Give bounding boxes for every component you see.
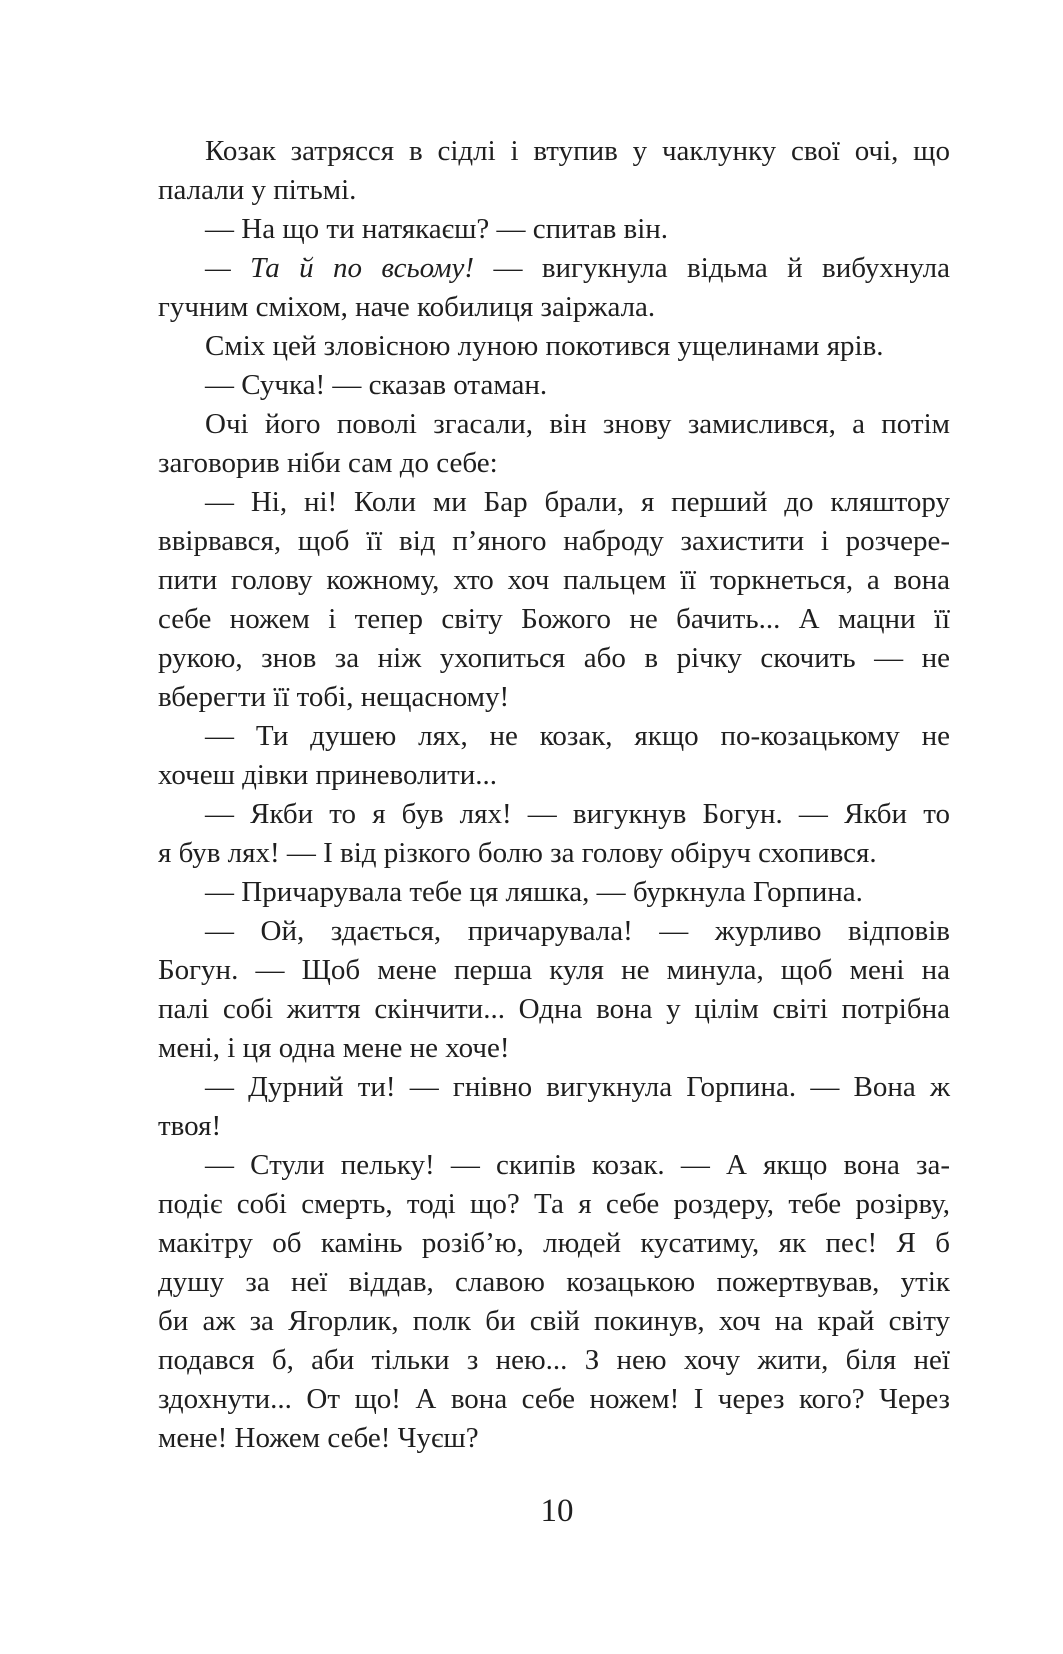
- text-segment: — вигукнула відьма й вибухнула: [493, 252, 950, 284]
- text-line: [158, 990, 950, 1029]
- text-line: [158, 951, 950, 990]
- text-line: [158, 405, 950, 444]
- text-line: [158, 288, 950, 327]
- text-segment: — Ти душею лях, не козак, якщо по-козацькому не: [205, 720, 950, 752]
- text-segment: пити голову кожному, хто хоч пальцем її торкнеться, а вона: [158, 564, 950, 596]
- text-line: [158, 678, 950, 717]
- text-line: [158, 600, 950, 639]
- text-segment: Козак затрясся в сідлі і втупив у чаклунку свої очі, що: [205, 135, 950, 167]
- text-segment: — На що ти натякаєш? — спитав він.: [205, 213, 669, 245]
- text-line: [158, 795, 950, 834]
- text-line: [158, 171, 950, 210]
- text-line: [158, 756, 950, 795]
- text-segment: ввірвався, щоб її від п’яного наброду захистити і розчере-: [158, 525, 950, 557]
- text-segment: мене! Ножем себе! Чуєш?: [158, 1422, 479, 1454]
- text-line: [158, 1380, 950, 1419]
- text-line: [158, 444, 950, 483]
- text-line: [158, 834, 950, 873]
- text-line: [158, 210, 950, 249]
- text-segment: — Якби то я був лях! — вигукнув Богун. — Якби то: [205, 798, 950, 830]
- text-segment: — Дурний ти! — гнівно вигукнула Горпина. — Вона ж: [205, 1071, 950, 1103]
- text-segment: гучним сміхом, наче кобилиця заіржала.: [158, 291, 656, 323]
- text-block: [158, 132, 950, 1458]
- text-segment: рукою, знов за ніж ухопиться або в річку скочить — не: [158, 642, 950, 674]
- text-line: [158, 561, 950, 600]
- text-segment: душу за неї віддав, славою козацькою пожертвував, утік: [158, 1266, 950, 1298]
- text-segment: Очі його поволі згасали, він знову замислився, а потім: [205, 408, 950, 440]
- text-segment: — Сучка! — сказав отаман.: [205, 369, 548, 401]
- text-line: [158, 639, 950, 678]
- text-segment: Сміх цей зловісною луною покотився ущелинами ярів.: [205, 330, 884, 362]
- italic-text-segment: — Та й по всьому!: [205, 252, 494, 284]
- text-line: [158, 1263, 950, 1302]
- text-line: [158, 717, 950, 756]
- text-segment: подався б, аби тільки з нею... З нею хочу жити, біля неї: [158, 1344, 950, 1376]
- text-segment: мені, і ця одна мене не хоче!: [158, 1032, 510, 1064]
- text-line: [158, 1224, 950, 1263]
- text-line: [158, 522, 950, 561]
- text-line: [158, 249, 950, 288]
- text-line: [158, 1107, 950, 1146]
- text-line: [158, 1341, 950, 1380]
- text-line: [158, 1185, 950, 1224]
- text-segment: палали у пітьмі.: [158, 174, 357, 206]
- text-segment: би аж за Ягорлик, полк би свій покинув, хоч на край світу: [158, 1305, 950, 1337]
- text-line: [158, 366, 950, 405]
- text-segment: Богун. — Щоб мене перша куля не минула, щоб мені на: [158, 954, 950, 986]
- text-segment: твоя!: [158, 1110, 222, 1142]
- text-segment: — Причарувала тебе ця ляшка, — буркнула Горпина.: [205, 876, 863, 908]
- text-line: [158, 873, 950, 912]
- text-segment: себе ножем і тепер світу Божого не бачить... А мацни її: [158, 603, 950, 635]
- text-line: [158, 1029, 950, 1068]
- text-segment: — Ой, здається, причарувала! — журливо відповів: [205, 915, 950, 947]
- text-segment: — Ні, ні! Коли ми Бар брали, я перший до кляштору: [205, 486, 950, 518]
- text-segment: вберегти її тобі, нещасному!: [158, 681, 510, 713]
- text-line: [158, 1302, 950, 1341]
- text-line: [158, 912, 950, 951]
- page-number: 10: [540, 1493, 574, 1529]
- text-segment: — Стули пельку! — скипів козак. — А якщо вона за-: [205, 1149, 950, 1181]
- text-line: [158, 1068, 950, 1107]
- text-segment: хочеш дівки приневолити...: [158, 759, 498, 791]
- text-line: [158, 1419, 950, 1458]
- text-segment: я був лях! — І від різкого болю за голову обіруч схопився.: [158, 837, 877, 869]
- text-line: [158, 483, 950, 522]
- text-segment: палі собі життя скінчити... Одна вона у цілім світі потрібна: [158, 993, 950, 1025]
- text-line: [158, 327, 950, 366]
- text-segment: макітру об камінь розіб’ю, людей кусатиму, як пес! Я б: [158, 1227, 950, 1259]
- text-segment: подіє собі смерть, тоді що? Та я себе роздеру, тебе розірву,: [158, 1188, 950, 1220]
- text-segment: заговорив ніби сам до себе:: [158, 447, 498, 479]
- text-line: [158, 132, 950, 171]
- text-segment: здохнути... От що! А вона себе ножем! І через кого? Через: [158, 1383, 950, 1415]
- text-line: [158, 1146, 950, 1185]
